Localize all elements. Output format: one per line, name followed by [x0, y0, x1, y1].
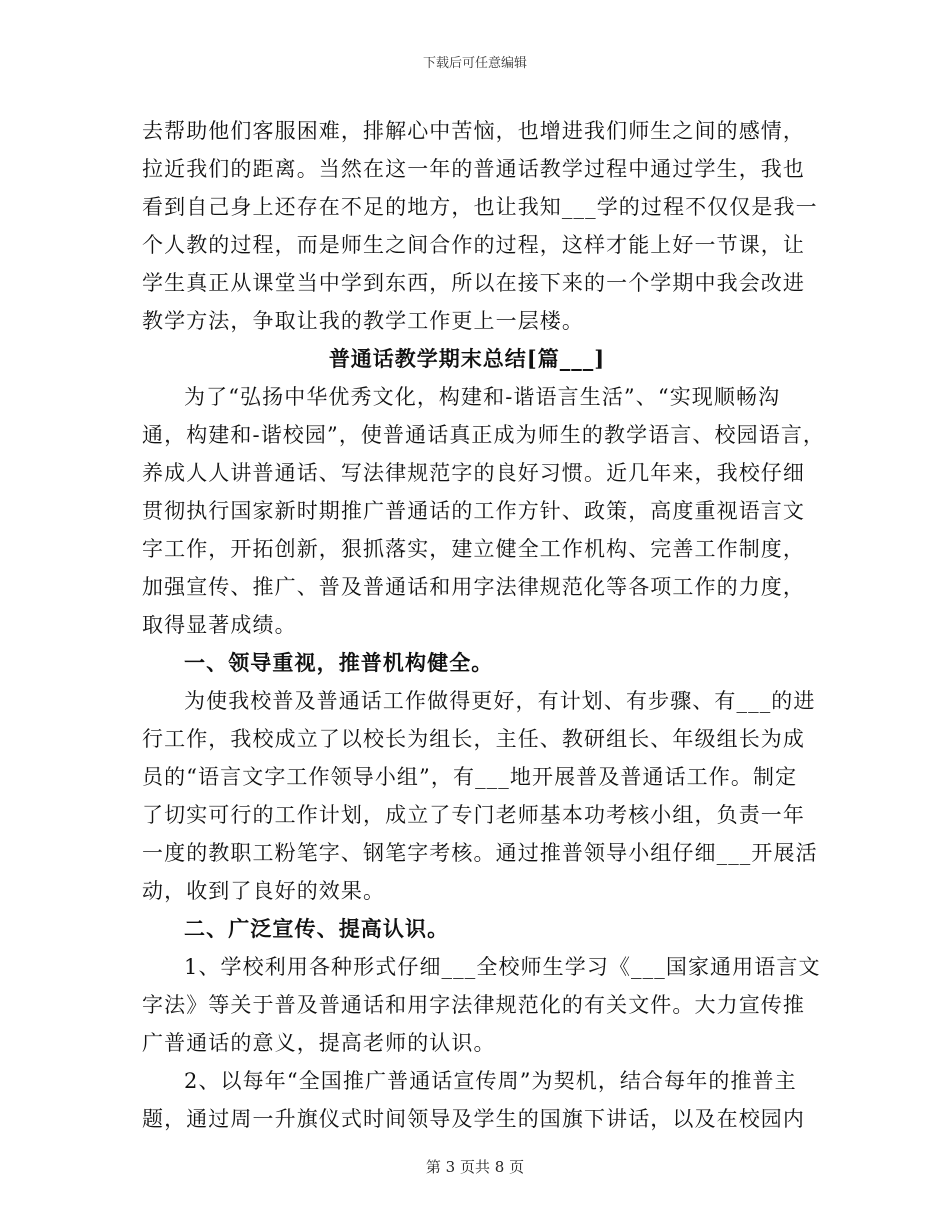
text-line: 动，收到了良好的效果。	[142, 879, 386, 903]
text-line: 看到自己身上还存在不足的地方，也让我知___学的过程不仅仅是我一	[142, 195, 818, 219]
section-heading: 一、领导重视，推普机构健全。	[184, 650, 494, 675]
text-line: 去帮助他们客服困难，排解心中苦恼，也增进我们师生之间的感情，	[142, 119, 805, 143]
text-line: 字工作，开拓创新，狠抓落实，建立健全工作机构、完善工作制度，	[142, 537, 805, 561]
text-line: 学生真正从课堂当中学到东西，所以在接下来的一个学期中我会改进	[142, 271, 805, 295]
text-line: 养成人人讲普通话、写法律规范字的良好习惯。近几年来，我校仔细	[142, 461, 805, 485]
section-title: 普通话教学期末总结[篇___]	[328, 346, 606, 371]
text-line: 行工作，我校成立了以校长为组长，主任、教研组长、年级组长为成	[142, 727, 805, 751]
text-line: 取得显著成绩。	[142, 613, 297, 637]
text-line: 题，通过周一升旗仪式时间领导及学生的国旗下讲话，以及在校园内	[142, 1107, 805, 1131]
paragraph-first-line: 为了“弘扬中华优秀文化，构建和-谐语言生活”、“实现顺畅沟	[184, 385, 781, 409]
text-line: 拉近我们的距离。当然在这一年的普通话教学过程中通过学生，我也	[142, 157, 805, 181]
text-line: 加强宣传、推广、普及普通话和用字法律规范化等各项工作的力度，	[142, 575, 805, 599]
text-line: 教学方法，争取让我的教学工作更上一层楼。	[142, 309, 584, 333]
text-line: 通，构建和-谐校园”，使普通话真正成为师生的教学语言、校园语言，	[142, 423, 826, 447]
text-line: 了切实可行的工作计划，成立了专门老师基本功考核小组，负责一年	[142, 803, 805, 827]
text-line: 个人教的过程，而是师生之间合作的过程，这样才能上好一节课，让	[142, 233, 805, 257]
page-header: 下载后可任意编辑	[422, 56, 527, 71]
page-footer: 第 3 页共 8 页	[425, 1158, 525, 1176]
paragraph-first-line: 为使我校普及普通话工作做得更好，有计划、有步骤、有___的进	[184, 689, 816, 713]
text-line: 贯彻执行国家新时期推广普通话的工作方针、政策，高度重视语言文	[142, 499, 805, 523]
document-body	[142, 112, 826, 1138]
paragraph-first-line: 1、学校利用各种形式仔细___全校师生学习《___国家通用语言文	[184, 955, 821, 979]
paragraph-first-line: 2、以每年“全国推广普通话宣传周”为契机，结合每年的推普主	[184, 1069, 797, 1093]
text-line: 员的“语言文字工作领导小组”，有___地开展普及普通话工作。制定	[142, 765, 798, 789]
section-heading: 二、广泛宣传、提高认识。	[184, 916, 450, 941]
text-line: 字法》等关于普及普通话和用字法律规范化的有关文件。大力宣传推	[142, 993, 805, 1017]
text-line: 一度的教职工粉笔字、钢笔字考核。通过推普领导小组仔细___开展活	[142, 841, 818, 865]
text-line: 广普通话的意义，提高老师的认识。	[142, 1031, 496, 1055]
